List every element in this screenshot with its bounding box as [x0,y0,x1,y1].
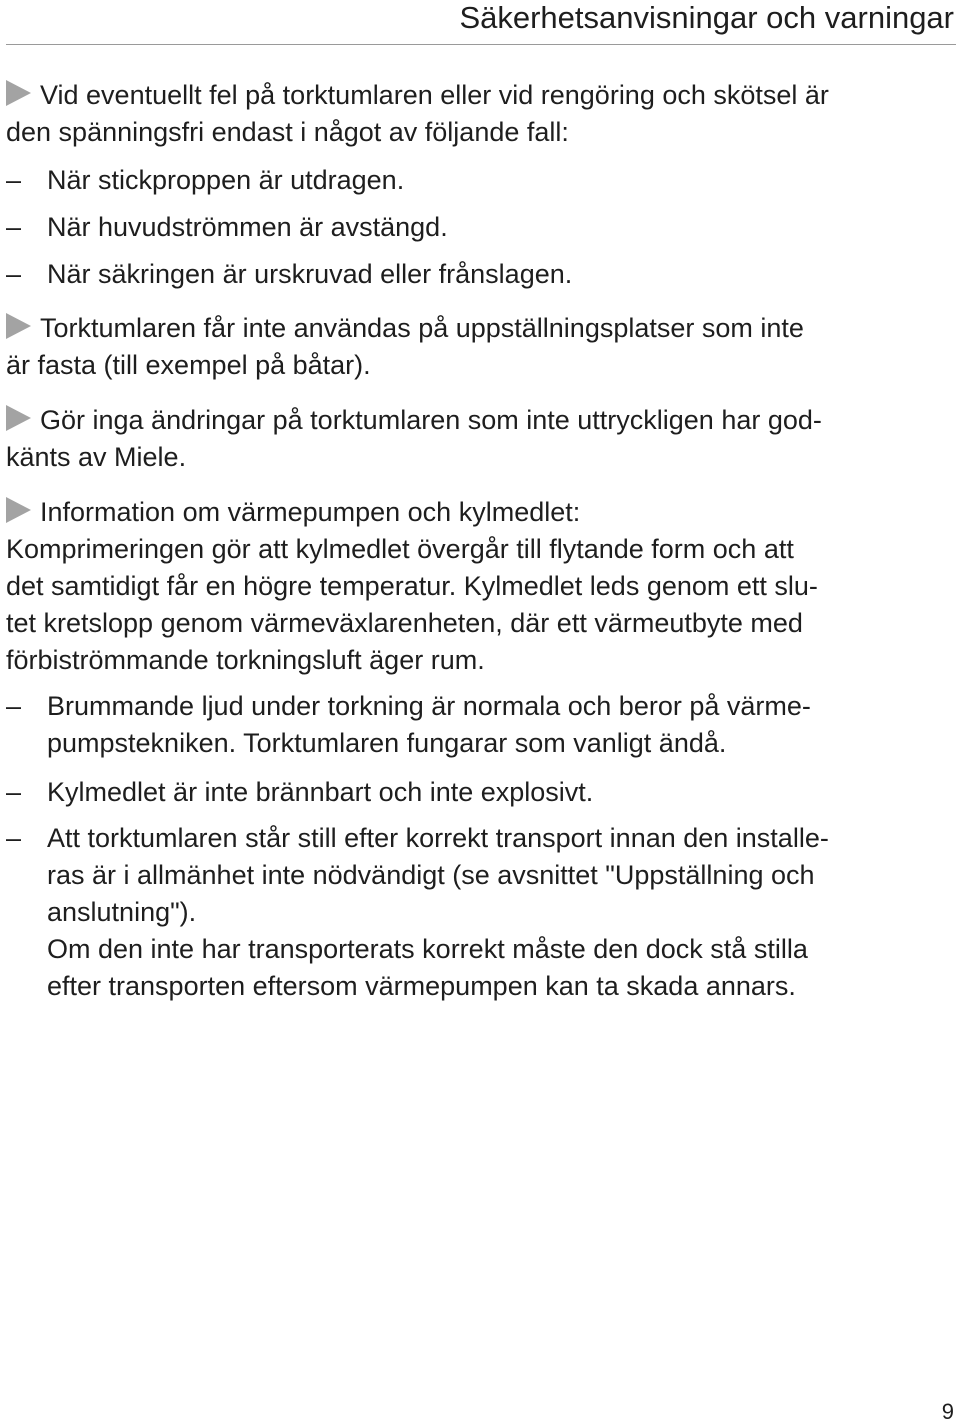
warning-paragraph [6,494,818,679]
text-line: den spänningsfri endast i något av följande fall: [6,117,569,147]
text-line: känts av Miele. [6,442,187,472]
text-line: Att torktumlaren står still efter korrekt transport innan den installe- [47,823,829,853]
list-item-text: När stickproppen är utdragen. [47,165,405,195]
dash-bullet: – [6,165,22,195]
warning-paragraph [6,402,822,476]
text-line: Gör inga ändringar på torktumlaren som inte uttryckligen har god- [6,402,822,439]
arrow-bullet-icon [6,313,31,339]
header-divider [6,44,956,45]
text-line: Brummande ljud under torkning är normala och beror på värme- [47,691,811,721]
text-line: pumpstekniken. Torktumlaren fungarar som vanligt ändå. [47,728,727,758]
arrow-bullet-icon [6,497,31,523]
text-line: Vid eventuellt fel på torktumlaren eller vid rengöring och skötsel är [6,77,829,114]
dash-bullet: – [6,777,22,807]
dash-bullet: – [6,823,22,853]
text-line: är fasta (till exempel på båtar). [6,350,371,380]
dash-bullet: – [6,691,22,721]
text-line: efter transporten eftersom värmepumpen kan ta skada annars. [47,971,796,1001]
text-line: förbiströmmande torkningsluft äger rum. [6,645,485,675]
page-title: Säkerhetsanvisningar och varningar [459,0,954,35]
dash-bullet: – [6,259,22,289]
text-line: Komprimeringen gör att kylmedlet övergår till flytande form och att [6,534,794,564]
text-line: ras är i allmänhet inte nödvändigt (se avsnittet "Uppställning och [47,860,815,890]
page-number: 9 [941,1399,954,1424]
dash-bullet: – [6,212,22,242]
arrow-bullet-icon [6,405,31,431]
text-line: anslutning"). [47,897,197,927]
list-item-text: Kylmedlet är inte brännbart och inte explosivt. [47,777,594,807]
list-item-text [47,820,829,1005]
text-line: Om den inte har transporterats korrekt måste den dock stå stilla [47,934,808,964]
text-line: tet kretslopp genom värmeväxlarenheten, där ett värmeutbyte med [6,608,803,638]
warning-paragraph [6,77,829,151]
arrow-bullet-icon [6,80,31,106]
list-item-text: När huvudströmmen är avstängd. [47,212,448,242]
text-line: Torktumlaren får inte användas på uppställningsplatser som inte [6,310,804,347]
list-item-text: När säkringen är urskruvad eller frånslagen. [47,259,573,289]
warning-paragraph [6,310,804,384]
text-line: det samtidigt får en högre temperatur. Kylmedlet leds genom ett slu- [6,571,818,601]
text-line: Information om värmepumpen och kylmedlet: [6,494,818,531]
list-item-text [47,688,811,762]
